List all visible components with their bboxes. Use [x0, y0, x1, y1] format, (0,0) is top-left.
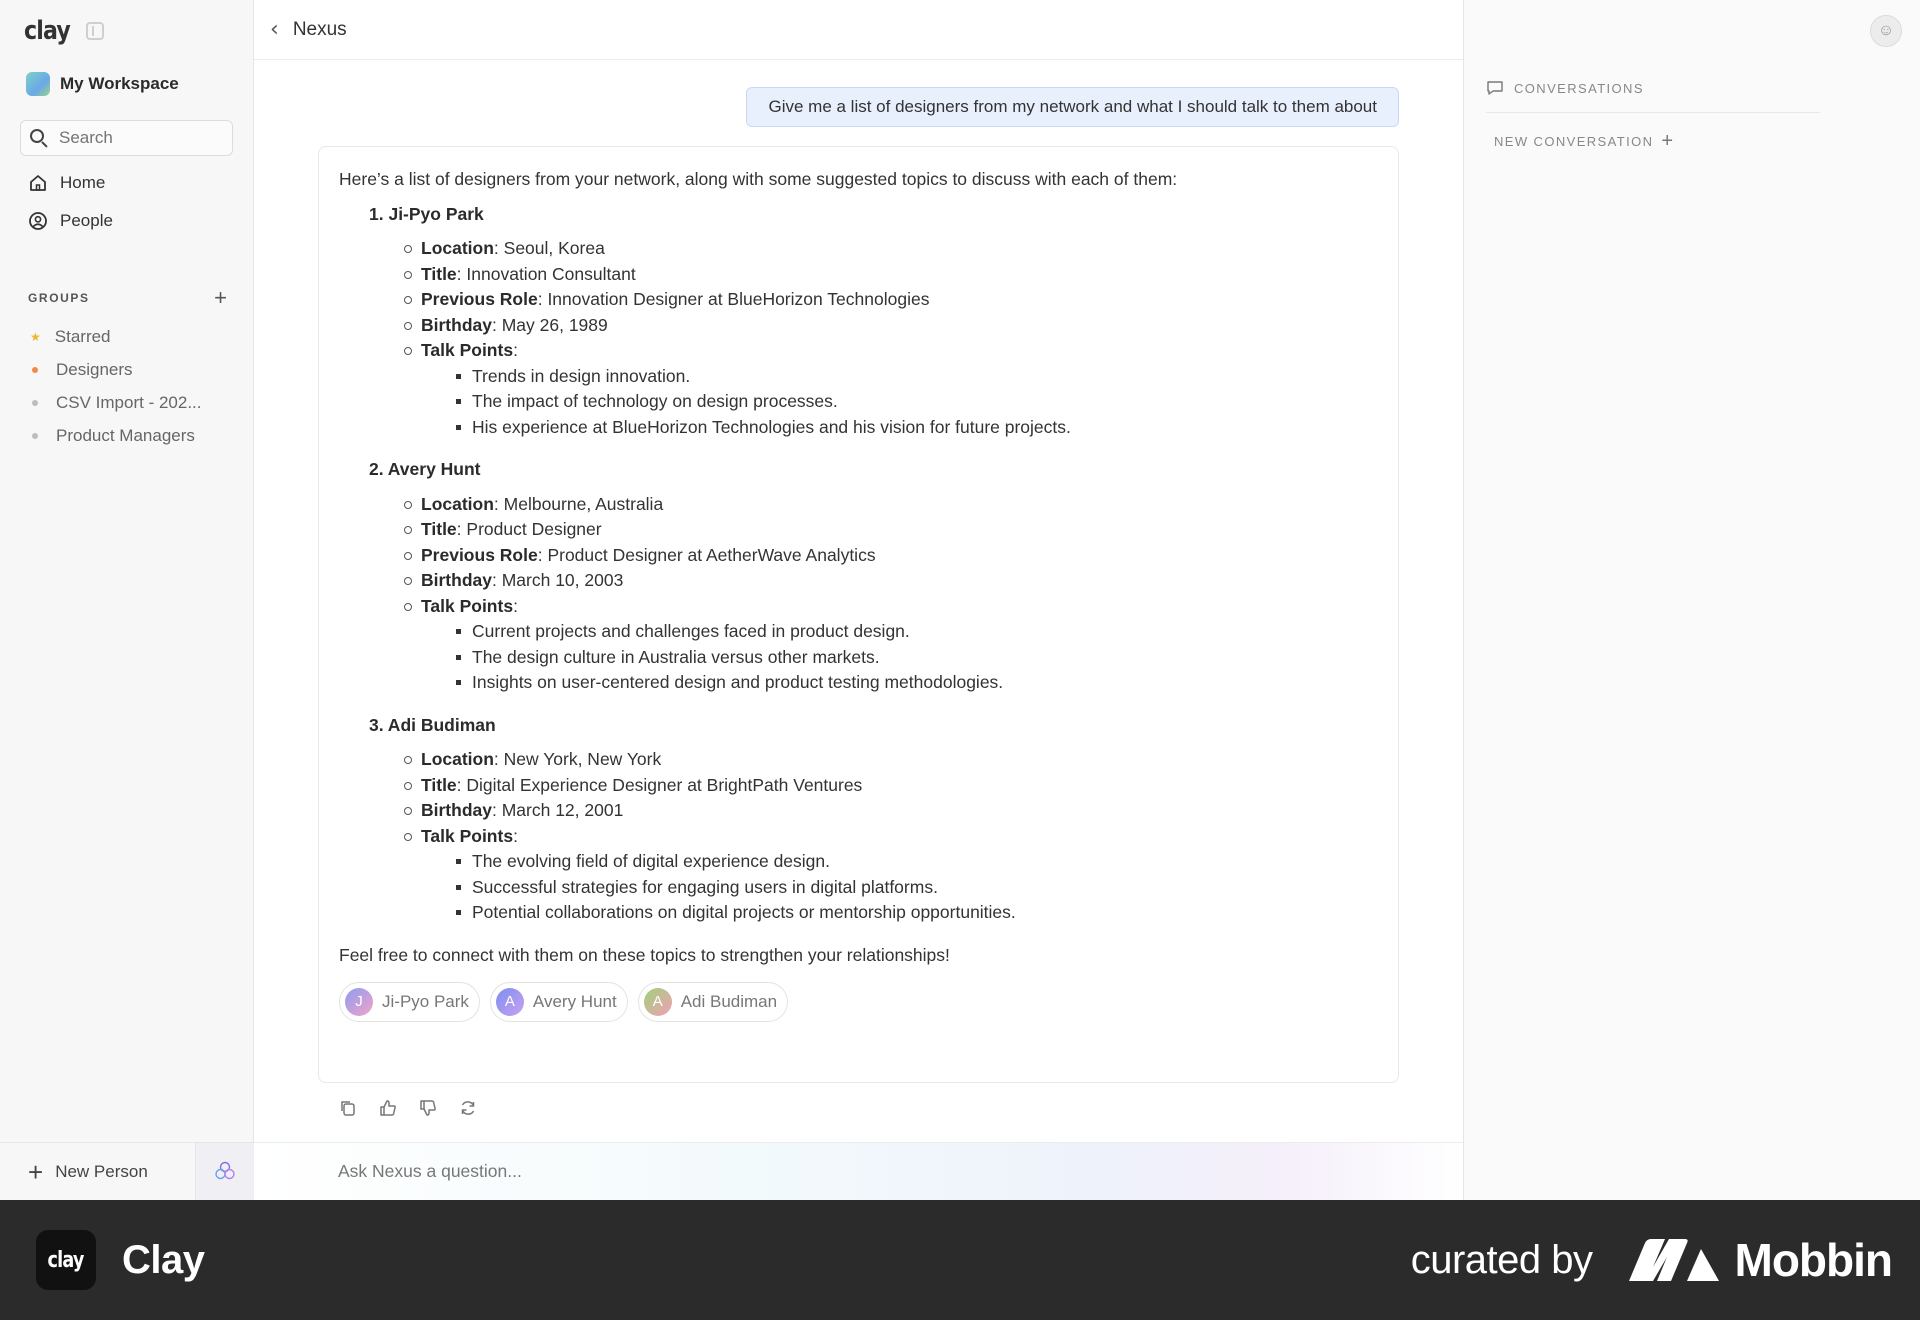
detail-item: Talk Points: Current projects and challenges faced in product design. The design culture in Australia versus other markets. Insights on user-centered design and product testing methodologies.: [421, 594, 1378, 696]
assistant-response: [318, 146, 1399, 1083]
sidebar-item-label: Designers: [56, 359, 133, 379]
groups-list: [0, 320, 253, 452]
sidebar-item-label: Home: [60, 173, 106, 192]
new-person-label: New Person: [55, 1161, 148, 1181]
talk-points-list: [472, 364, 1378, 441]
detail-item: Title: Digital Experience Designer at BrightPath Ventures: [421, 773, 1378, 799]
talk-point: Insights on user-centered design and product testing methodologies.: [472, 670, 1378, 696]
response-actions: [338, 1098, 478, 1118]
curated-by: [1411, 1233, 1892, 1287]
ask-nexus-input[interactable]: [338, 1161, 1238, 1182]
person-chip-adi-budiman[interactable]: [638, 982, 788, 1022]
talk-point: Trends in design innovation.: [472, 364, 1378, 390]
sidebar-item-label: Starred: [54, 326, 111, 346]
copy-icon[interactable]: [338, 1098, 358, 1118]
sidebar-item-starred[interactable]: [0, 320, 253, 353]
regenerate-icon[interactable]: [458, 1098, 478, 1118]
person-entry: [339, 457, 1378, 696]
conversations-header: [1486, 76, 1818, 100]
chevron-left-icon[interactable]: ‹: [270, 17, 279, 42]
detail-item: Birthday: March 12, 2001: [421, 798, 1378, 824]
person-heading: 3. Adi Budiman: [369, 714, 496, 735]
talk-point: His experience at BlueHorizon Technologies and his vision for future projects.: [472, 415, 1378, 441]
detail-item: Previous Role: Innovation Designer at BlueHorizon Technologies: [421, 287, 1378, 313]
avatar: A: [496, 988, 524, 1016]
star-icon: ★: [30, 329, 41, 344]
sidebar-item-label: CSV Import - 202...: [56, 392, 202, 412]
mobbin-brand: Mobbin: [1734, 1234, 1892, 1286]
new-conversation-button[interactable]: [1494, 131, 1674, 151]
talk-point: Potential collaborations on digital projects or mentorship opportunities.: [472, 900, 1378, 926]
talk-point: The impact of technology on design processes.: [472, 389, 1378, 415]
talk-point: Successful strategies for engaging users in digital platforms.: [472, 875, 1378, 901]
person-chip-ji-pyo-park[interactable]: [339, 982, 480, 1022]
search-input[interactable]: [59, 128, 209, 148]
talk-point: The design culture in Australia versus other markets.: [472, 645, 1378, 671]
detail-item: Birthday: May 26, 1989: [421, 313, 1378, 339]
nexus-sparkle-icon: [213, 1160, 237, 1184]
detail-item: Talk Points: The evolving field of digital experience design. Successful strategies for engaging users in digital platforms. Potential collaborations on digital projects or mentorship opportunities.: [421, 824, 1378, 926]
person-details: [421, 747, 1378, 926]
person-circle-icon: [28, 211, 48, 231]
groups-label: GROUPS: [28, 291, 90, 305]
app-name: Clay: [122, 1237, 205, 1282]
search-box[interactable]: [20, 120, 233, 156]
sidebar-collapse-icon[interactable]: [86, 22, 104, 40]
logo-row: [0, 0, 253, 62]
talk-point: The evolving field of digital experience design.: [472, 849, 1378, 875]
add-group-button[interactable]: +: [214, 285, 227, 310]
footer-banner: [0, 1200, 1920, 1320]
person-heading: 2. Avery Hunt: [369, 459, 481, 479]
avatar: A: [644, 988, 672, 1016]
topbar: [254, 0, 1463, 60]
talk-points-list: [472, 849, 1378, 926]
detail-item: Previous Role: Product Designer at AetherWave Analytics: [421, 543, 1378, 569]
nexus-button[interactable]: [196, 1143, 254, 1200]
chip-label: Avery Hunt: [532, 992, 617, 1012]
detail-item: Location: Melbourne, Australia: [421, 492, 1378, 518]
chip-label: Adi Budiman: [680, 992, 778, 1012]
user-avatar-icon[interactable]: ☺: [1870, 15, 1902, 47]
response-closing: Feel free to connect with them on these topics to strengthen your relationships!: [339, 944, 950, 965]
group-dot-icon: [32, 400, 38, 406]
page-title: Nexus: [292, 18, 347, 40]
plus-icon: +: [28, 1156, 44, 1187]
composer: [254, 1142, 1463, 1200]
home-icon: [28, 173, 48, 193]
person-details: [421, 492, 1378, 696]
thumbs-down-icon[interactable]: [418, 1098, 438, 1118]
person-chip-avery-hunt[interactable]: [490, 982, 628, 1022]
groups-header: [0, 286, 253, 310]
workspace-switcher[interactable]: [0, 66, 253, 102]
workspace-label: My Workspace: [60, 74, 179, 93]
detail-item: Location: New York, New York: [421, 747, 1378, 773]
new-conversation-label: NEW CONVERSATION: [1494, 133, 1654, 149]
sidebar: [0, 0, 254, 1200]
clay-logo[interactable]: clay: [24, 16, 70, 46]
sidebar-item-home[interactable]: [0, 164, 253, 202]
chat-bubble-icon: [1486, 79, 1504, 97]
sidebar-item-designers[interactable]: [0, 353, 253, 386]
mobbin-logo-icon: [1629, 1239, 1719, 1281]
thumbs-up-icon[interactable]: [378, 1098, 398, 1118]
workspace-icon: [26, 72, 50, 96]
sidebar-item-label: Product Managers: [56, 425, 195, 445]
sidebar-footer: [0, 1142, 254, 1200]
conversations-label: CONVERSATIONS: [1514, 80, 1644, 96]
talk-point: Current projects and challenges faced in product design.: [472, 619, 1378, 645]
person-heading: 1. Ji-Pyo Park: [369, 203, 484, 224]
chip-label: Ji-Pyo Park: [382, 992, 469, 1012]
person-details: [421, 236, 1378, 440]
new-person-button[interactable]: [0, 1143, 196, 1200]
person-chips: [339, 982, 1378, 1022]
user-message: Give me a list of designers from my network and what I should talk to them about: [746, 87, 1399, 127]
group-dot-icon: [32, 433, 38, 439]
talk-points-list: [472, 619, 1378, 696]
group-dot-icon: [32, 367, 38, 373]
search-icon: [29, 128, 49, 148]
sidebar-item-product-managers[interactable]: [0, 419, 253, 452]
detail-item: Talk Points: Trends in design innovation. The impact of technology on design processes. His experience at BlueHorizon Technologies and his vision for future projects.: [421, 338, 1378, 440]
detail-item: Title: Product Designer: [421, 517, 1378, 543]
sidebar-item-label: People: [60, 211, 113, 230]
curated-by-label: curated by: [1410, 1237, 1593, 1282]
conversations-panel: [1464, 0, 1920, 1200]
clay-app-logo: clay: [36, 1230, 96, 1290]
sidebar-item-csv-import[interactable]: [0, 386, 253, 419]
response-intro: Here’s a list of designers from your network, along with some suggested topics to discuss with each of them:: [339, 169, 1178, 189]
chat-main: [254, 0, 1464, 1200]
plus-icon: +: [1661, 130, 1675, 152]
detail-item: Location: Seoul, Korea: [421, 236, 1378, 262]
person-entry: [339, 713, 1378, 926]
avatar: J: [345, 988, 373, 1016]
sidebar-item-people[interactable]: [0, 202, 253, 240]
detail-item: Birthday: March 10, 2003: [421, 568, 1378, 594]
person-entry: [339, 202, 1378, 441]
detail-item: Title: Innovation Consultant: [421, 262, 1378, 288]
divider: [1486, 112, 1820, 113]
